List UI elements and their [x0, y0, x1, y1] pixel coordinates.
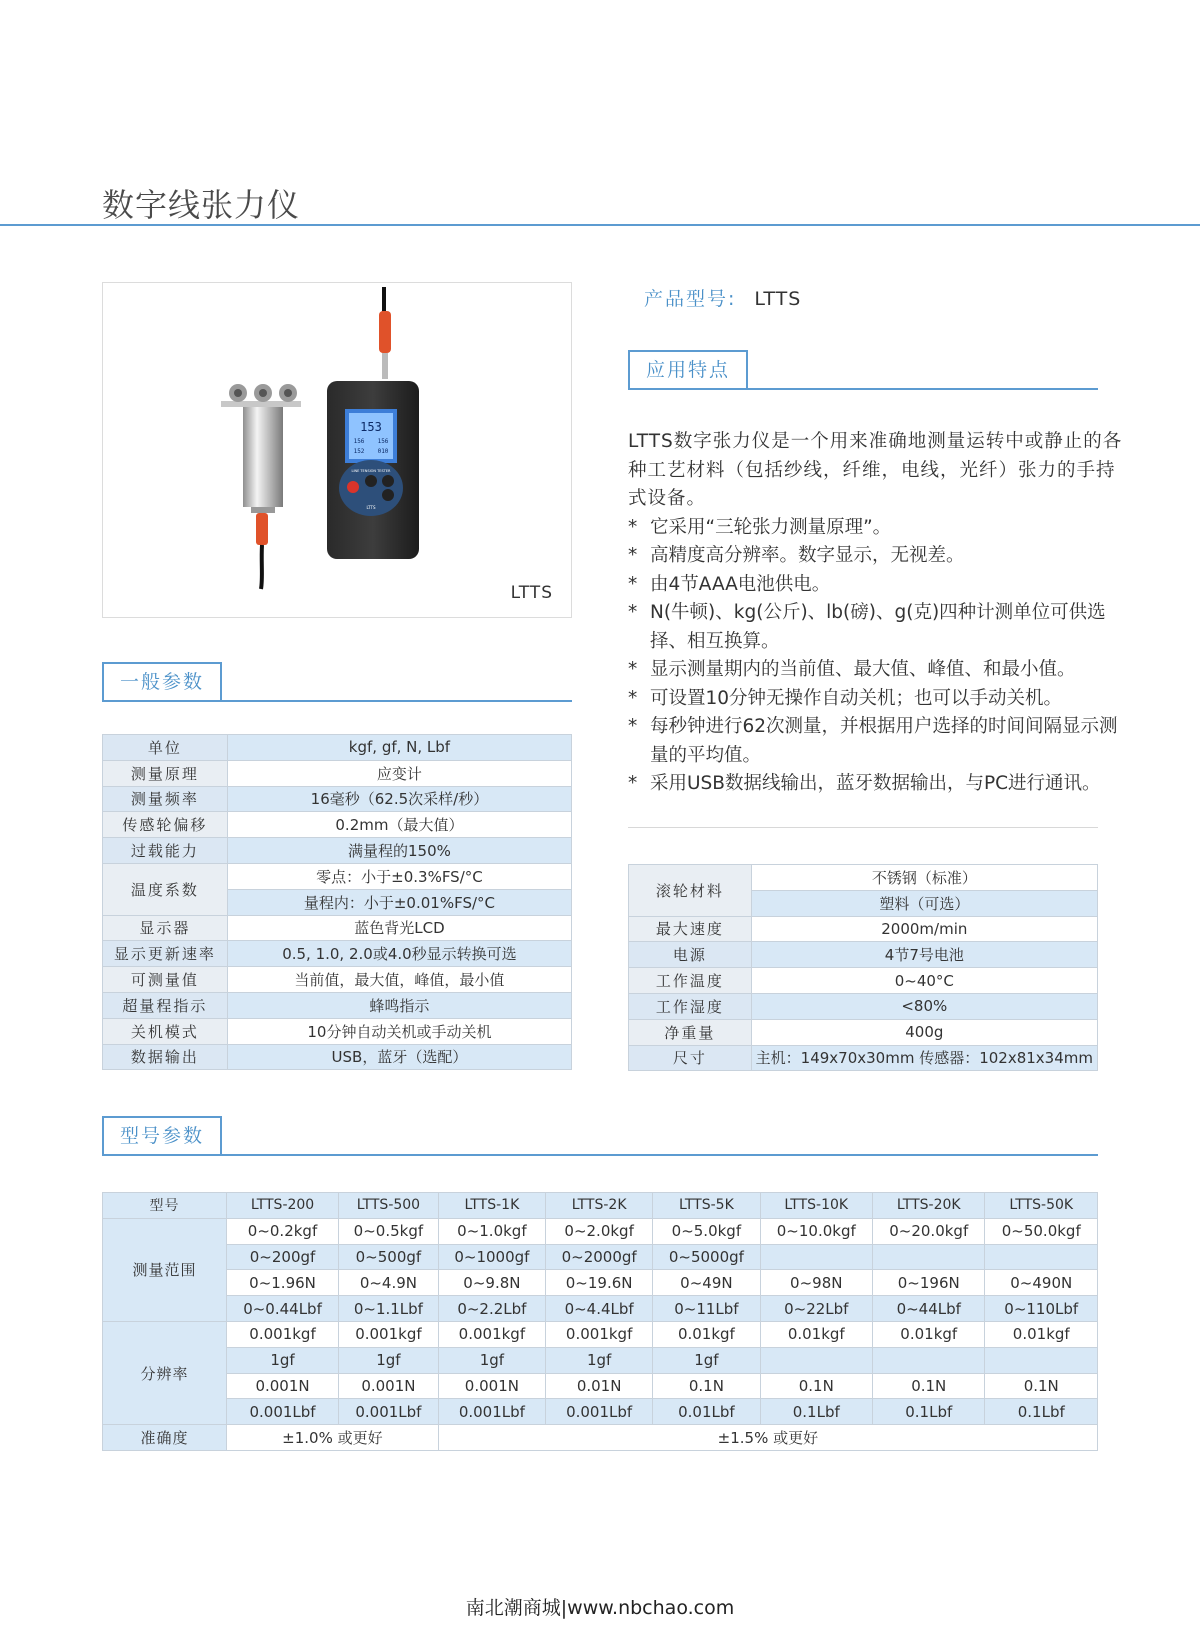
model-params-table	[102, 1192, 1098, 1451]
section-rule	[102, 1154, 1098, 1156]
table-row: 关机模式 10分钟自动关机或手动关机	[103, 1018, 572, 1044]
table-row: 准确度 ±1.0% 或更好 ±1.5% 或更好	[103, 1425, 1098, 1451]
feature-item: * 由4节AAA电池供电。	[628, 573, 831, 595]
svg-text:010: 010	[377, 448, 389, 455]
table-header-row: 型号 LTTS-200 LTTS-500 LTTS-1K LTTS-2K LTTS-5K LTTS-10K LTTS-20K LTTS-50K	[103, 1193, 1098, 1219]
table-row: 显示更新速率 0.5, 1.0, 2.0或4.0秒显示转换可选	[103, 941, 572, 967]
feature-item: * 高精度高分辨率。数字显示，无视差。	[628, 545, 965, 566]
table-row: 数据输出 USB，蓝牙（选配）	[103, 1044, 572, 1070]
general-section-header	[102, 662, 572, 702]
models-section-title: 型号参数	[102, 1116, 222, 1154]
product-photo	[102, 282, 572, 618]
table-row: 0~200gf 0~500gf 0~1000gf 0~2000gf 0~5000gf	[103, 1244, 1098, 1270]
table-row: 测量频率 16毫秒（62.5次采样/秒）	[103, 786, 572, 812]
table-row: 净重量 400g	[629, 1019, 1098, 1045]
table-row: 过载能力 满量程的150%	[103, 838, 572, 864]
footer-link[interactable]: 南北潮商城|www.nbchao.com	[465, 1597, 735, 1619]
svg-text:LINE TENSION TESTER: LINE TENSION TESTER	[351, 469, 391, 473]
table-row: 滚轮材料 不锈钢（标准）	[629, 865, 1098, 891]
svg-text:156: 156	[377, 438, 389, 445]
feature-item: * 可设置10分钟无操作自动关机；也可以手动关机。	[628, 687, 1063, 709]
handheld-unit	[327, 287, 419, 559]
feature-item: * 采用USB数据线输出，蓝牙数据输出，与PC进行通讯。	[628, 773, 1101, 794]
feature-item: * 显示测量期内的当前值、最大值、峰值、和最小值。	[628, 659, 1076, 680]
table-row: 测量范围 0~0.2kgf 0~0.5kgf 0~1.0kgf 0~2.0kgf 0~5.0kgf 0~10.0kgf 0~20.0kgf 0~50.0kgf	[103, 1218, 1098, 1244]
table-row: 塑料（可选）	[629, 890, 1098, 916]
general-section-title: 一般参数	[102, 662, 222, 700]
table-row: 尺寸 主机：149x70x30mm 传感器：102x81x34mm	[629, 1045, 1098, 1071]
table-row: 1gf 1gf 1gf 1gf 1gf	[103, 1347, 1098, 1373]
models-section-header	[102, 1116, 1098, 1156]
table-row: 电源 4节7号电池	[629, 942, 1098, 968]
table-row: 工作温度 0~40°C	[629, 968, 1098, 994]
table-row: 超量程指示 蜂鸣指示	[103, 992, 572, 1018]
sensor-head	[221, 384, 301, 589]
photo-caption: LTTS	[510, 583, 553, 603]
table-row: 单位 kgf, gf, N, Lbf	[103, 735, 572, 761]
table-row: 最大速度 2000m/min	[629, 916, 1098, 942]
feature-item: * 每秒钟进行62次测量，并根据用户选择的时间间隔显示测量的平均值。	[628, 716, 1118, 766]
features-section-header	[628, 350, 1098, 390]
product-model-label: 产品型号:	[644, 288, 737, 310]
product-model	[644, 284, 801, 311]
svg-text:152: 152	[353, 448, 365, 455]
svg-text:156: 156	[353, 438, 365, 445]
section-rule	[102, 700, 572, 702]
features-section-title: 应用特点	[628, 350, 748, 388]
feature-item: * 它采用“三轮张力测量原理”。	[628, 516, 892, 538]
table-row: 测量原理 应变计	[103, 760, 572, 786]
product-model-value: LTTS	[754, 288, 802, 310]
svg-text:LTTS: LTTS	[366, 505, 376, 510]
features-text	[628, 428, 1128, 799]
title-divider	[0, 224, 1200, 226]
table-row: 0~1.96N 0~4.9N 0~9.8N 0~19.6N 0~49N 0~98N 0~196N 0~490N	[103, 1270, 1098, 1296]
table-row: 0.001Lbf 0.001Lbf 0.001Lbf 0.001Lbf 0.01Lbf 0.1Lbf 0.1Lbf 0.1Lbf	[103, 1399, 1098, 1425]
feature-item: * N(牛顿)、kg(公斤)、lb(磅)、g(克)四种计测单位可供选择、相互换算。	[628, 602, 1106, 652]
tension-meter-illustration	[103, 283, 571, 617]
features-intro: LTTS数字张力仪是一个用来准确地测量运转中或静止的各种工艺材料（包括纱线，纤维，电线，光纤）张力的手持式设备。	[628, 431, 1123, 509]
table-row: 可测量值 当前值，最大值，峰值，最小值	[103, 967, 572, 993]
table-row: 量程内：小于±0.01%FS/°C	[103, 889, 572, 915]
table-row: 工作湿度 <80%	[629, 993, 1098, 1019]
section-rule	[628, 388, 1098, 390]
table-row: 0.001N 0.001N 0.001N 0.01N 0.1N 0.1N 0.1N 0.1N	[103, 1373, 1098, 1399]
divider	[628, 827, 1098, 828]
general-params-table	[102, 734, 572, 1070]
table-row: 温度系数 零点：小于±0.3%FS/°C	[103, 863, 572, 889]
table-row: 显示器 蓝色背光LCD	[103, 915, 572, 941]
table-row: 0~0.44Lbf 0~1.1Lbf 0~2.2Lbf 0~4.4Lbf 0~11Lbf 0~22Lbf 0~44Lbf 0~110Lbf	[103, 1296, 1098, 1322]
table-row: 分辨率 0.001kgf 0.001kgf 0.001kgf 0.001kgf 0.01kgf 0.01kgf 0.01kgf 0.01kgf	[103, 1321, 1098, 1347]
table-row: 传感轮偏移 0.2mm（最大值）	[103, 812, 572, 838]
other-params-table	[628, 864, 1098, 1071]
page-title: 数字线张力仪	[102, 186, 301, 224]
device-main-reading: 153	[360, 420, 382, 434]
